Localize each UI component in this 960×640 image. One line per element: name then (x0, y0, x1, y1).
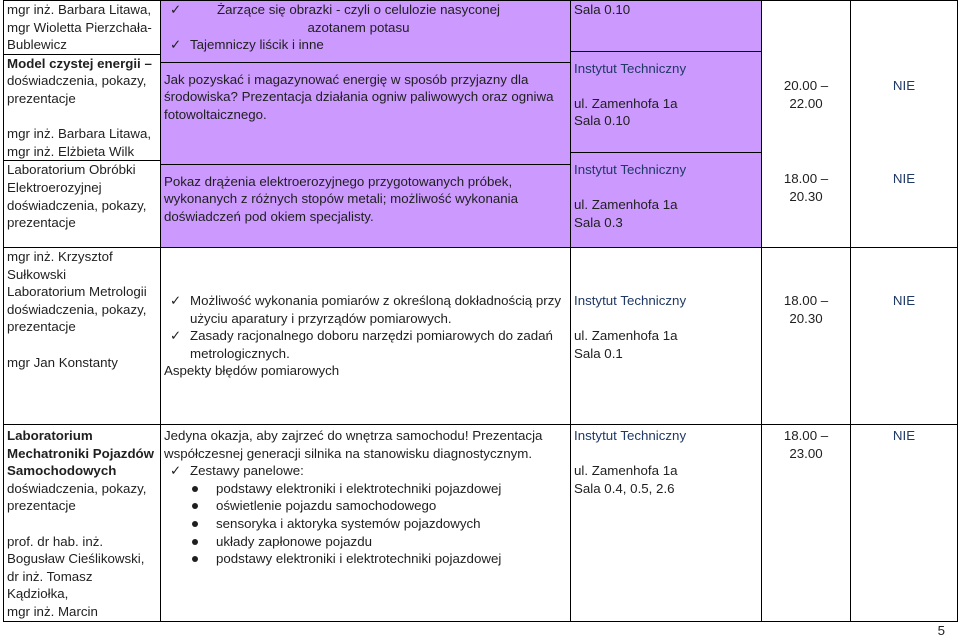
lab-obrobki-elektroerozyjnej (4, 160, 160, 231)
list-item: oświetlenie pojazdu samochodowego (192, 497, 567, 515)
checklist-item: ✓ Zasady racjonalnego doboru narzędzi pomiarowych do zadań metrologicznych. (164, 327, 567, 362)
people: mgr Jan Konstanty (7, 354, 118, 370)
time-cell: 18.00 – 23.00 (762, 425, 851, 622)
check-icon: ✓ (170, 463, 182, 479)
lab-sub: doświadczenia, pokazy, prezentacje (7, 197, 147, 231)
checklist-item: ✓ Możliwość wykonania pomiarów z określoną dokładnością przy użyciu aparatury i przyrządów pomiarowych. (164, 292, 567, 327)
people-top: mgr inż. Barbara Litawa, mgr Wioletta Pierzchała- Bublewicz (7, 2, 152, 53)
location-cell: Instytut Techniczny ul. Zamenhofa 1a Sala 0.1 (571, 248, 762, 425)
organizer-cell: Laboratorium Mechatroniki Pojazdów Samochodowych doświadczenia, pokazy, prezentacje prof. dr hab. inż. Bogusław Cieślikowski, dr inż. Tomasz Kądziołka, mgr inż. Marcin (4, 425, 161, 622)
lab-title: Laboratorium Metrologii (7, 284, 147, 300)
lab-sub: doświadczenia, pokazy, prezentacje (7, 73, 147, 106)
people: mgr inż. Barbara Litawa, (7, 126, 152, 142)
people: mgr inż. Elżbieta Wilk (7, 143, 135, 159)
checklist-item: ✓ Zestawy panelowe: (164, 462, 567, 480)
registration-cell (851, 1, 958, 248)
table-row (4, 1, 958, 248)
organizer-cell (4, 1, 161, 248)
location-cell: Instytut Techniczny ul. Zamenhofa 1a Sala 0.4, 0.5, 2.6 (571, 425, 762, 622)
checklist-item: ✓ Tajemniczy liścik i inne (164, 36, 567, 54)
checklist-item: ✓ Żarzące się obrazki - czyli o celulozie nasyconej azotanem potasu (164, 1, 567, 36)
list-item: podstawy elektroniki i elektrotechniki pojazdowej (192, 480, 567, 498)
lab-model-czystej-energii (4, 54, 160, 161)
list-item: sensoryka i aktoryka systemów pojazdowych (192, 515, 567, 533)
registration-cell (851, 248, 958, 425)
registration-cell (851, 425, 958, 622)
lab-title: Model czystej energii – (7, 55, 152, 71)
table-row (4, 248, 958, 425)
description-cell: Jedyna okazja, aby zajrzeć do wnętrza samochodu! Prezentacja współczesnej generacji silnika na stanowisku diagnostycznym. ✓ Zestawy panelowe: podstawy elektroniki i elektrotechniki pojazdowej oświetlenie pojazdu samochodowego sensoryka i aktoryka systemów pojazdowych układy zapłonowe pojazdu podstawy elektroniki i elektrotechniki pojazdowej (161, 425, 571, 622)
description-energy: Jak pozyskać i magazynować energię w sposób przyjazny dla środowiska? Prezentacja działania ogniw paliwowych oraz ogniwa fotowoltaicznego. (161, 62, 570, 124)
check-icon: ✓ (170, 328, 182, 344)
registration-value: NIE (892, 170, 916, 186)
organizer-cell: mgr inż. Krzysztof Sułkowski Laboratorium Metrologii doświadczenia, pokazy, prezentacje mgr Jan Konstanty (4, 248, 161, 425)
table-row (4, 425, 958, 622)
location-cell: Sala 0.10 Instytut Techniczny ul. Zamenhofa 1a Sala 0.10 Instytut Techniczny ul. Zamenhofa 1a Sala 0.3 (571, 1, 762, 248)
bullet-list (164, 480, 567, 568)
registration-value: NIE (892, 293, 916, 308)
list-item: układy zapłonowe pojazdu (192, 533, 567, 551)
description-cell: ✓ Możliwość wykonania pomiarów z określoną dokładnością przy użyciu aparatury i przyrządów pomiarowych. ✓ Zasady racjonalnego doboru narzędzi pomiarowych do zadań metrologicznych. Aspekty błędów pomiarowych (161, 248, 571, 425)
lab-sub: doświadczenia, pokazy, prezentacje (7, 480, 147, 514)
registration-value: NIE (892, 428, 916, 443)
check-icon: ✓ (170, 37, 182, 53)
page-number: 5 (937, 623, 945, 638)
check-icon: ✓ (170, 2, 182, 17)
time-cell: 20.00 – 22.00 18.00 – 20.30 (762, 1, 851, 248)
list-item: podstawy elektroniki i elektrotechniki pojazdowej (192, 550, 567, 568)
description-cell (161, 1, 571, 248)
check-icon: ✓ (170, 293, 182, 308)
time-cell: 18.00 – 20.30 (762, 248, 851, 425)
lab-sub: doświadczenia, pokazy, prezentacje (7, 301, 147, 335)
description-edm: Pokaz drążenia elektroerozyjnego przygotowanych próbek, wykonanych z różnych stopów metali; możliwość wykonania doświadczeń pod okiem specjalisty. (161, 164, 570, 226)
schedule-table (3, 0, 958, 622)
registration-value: NIE (892, 78, 916, 93)
lab-title: Laboratorium Mechatroniki Pojazdów Samochodowych (7, 428, 155, 479)
lab-title: Laboratorium Obróbki Elektroerozyjnej (7, 162, 136, 195)
